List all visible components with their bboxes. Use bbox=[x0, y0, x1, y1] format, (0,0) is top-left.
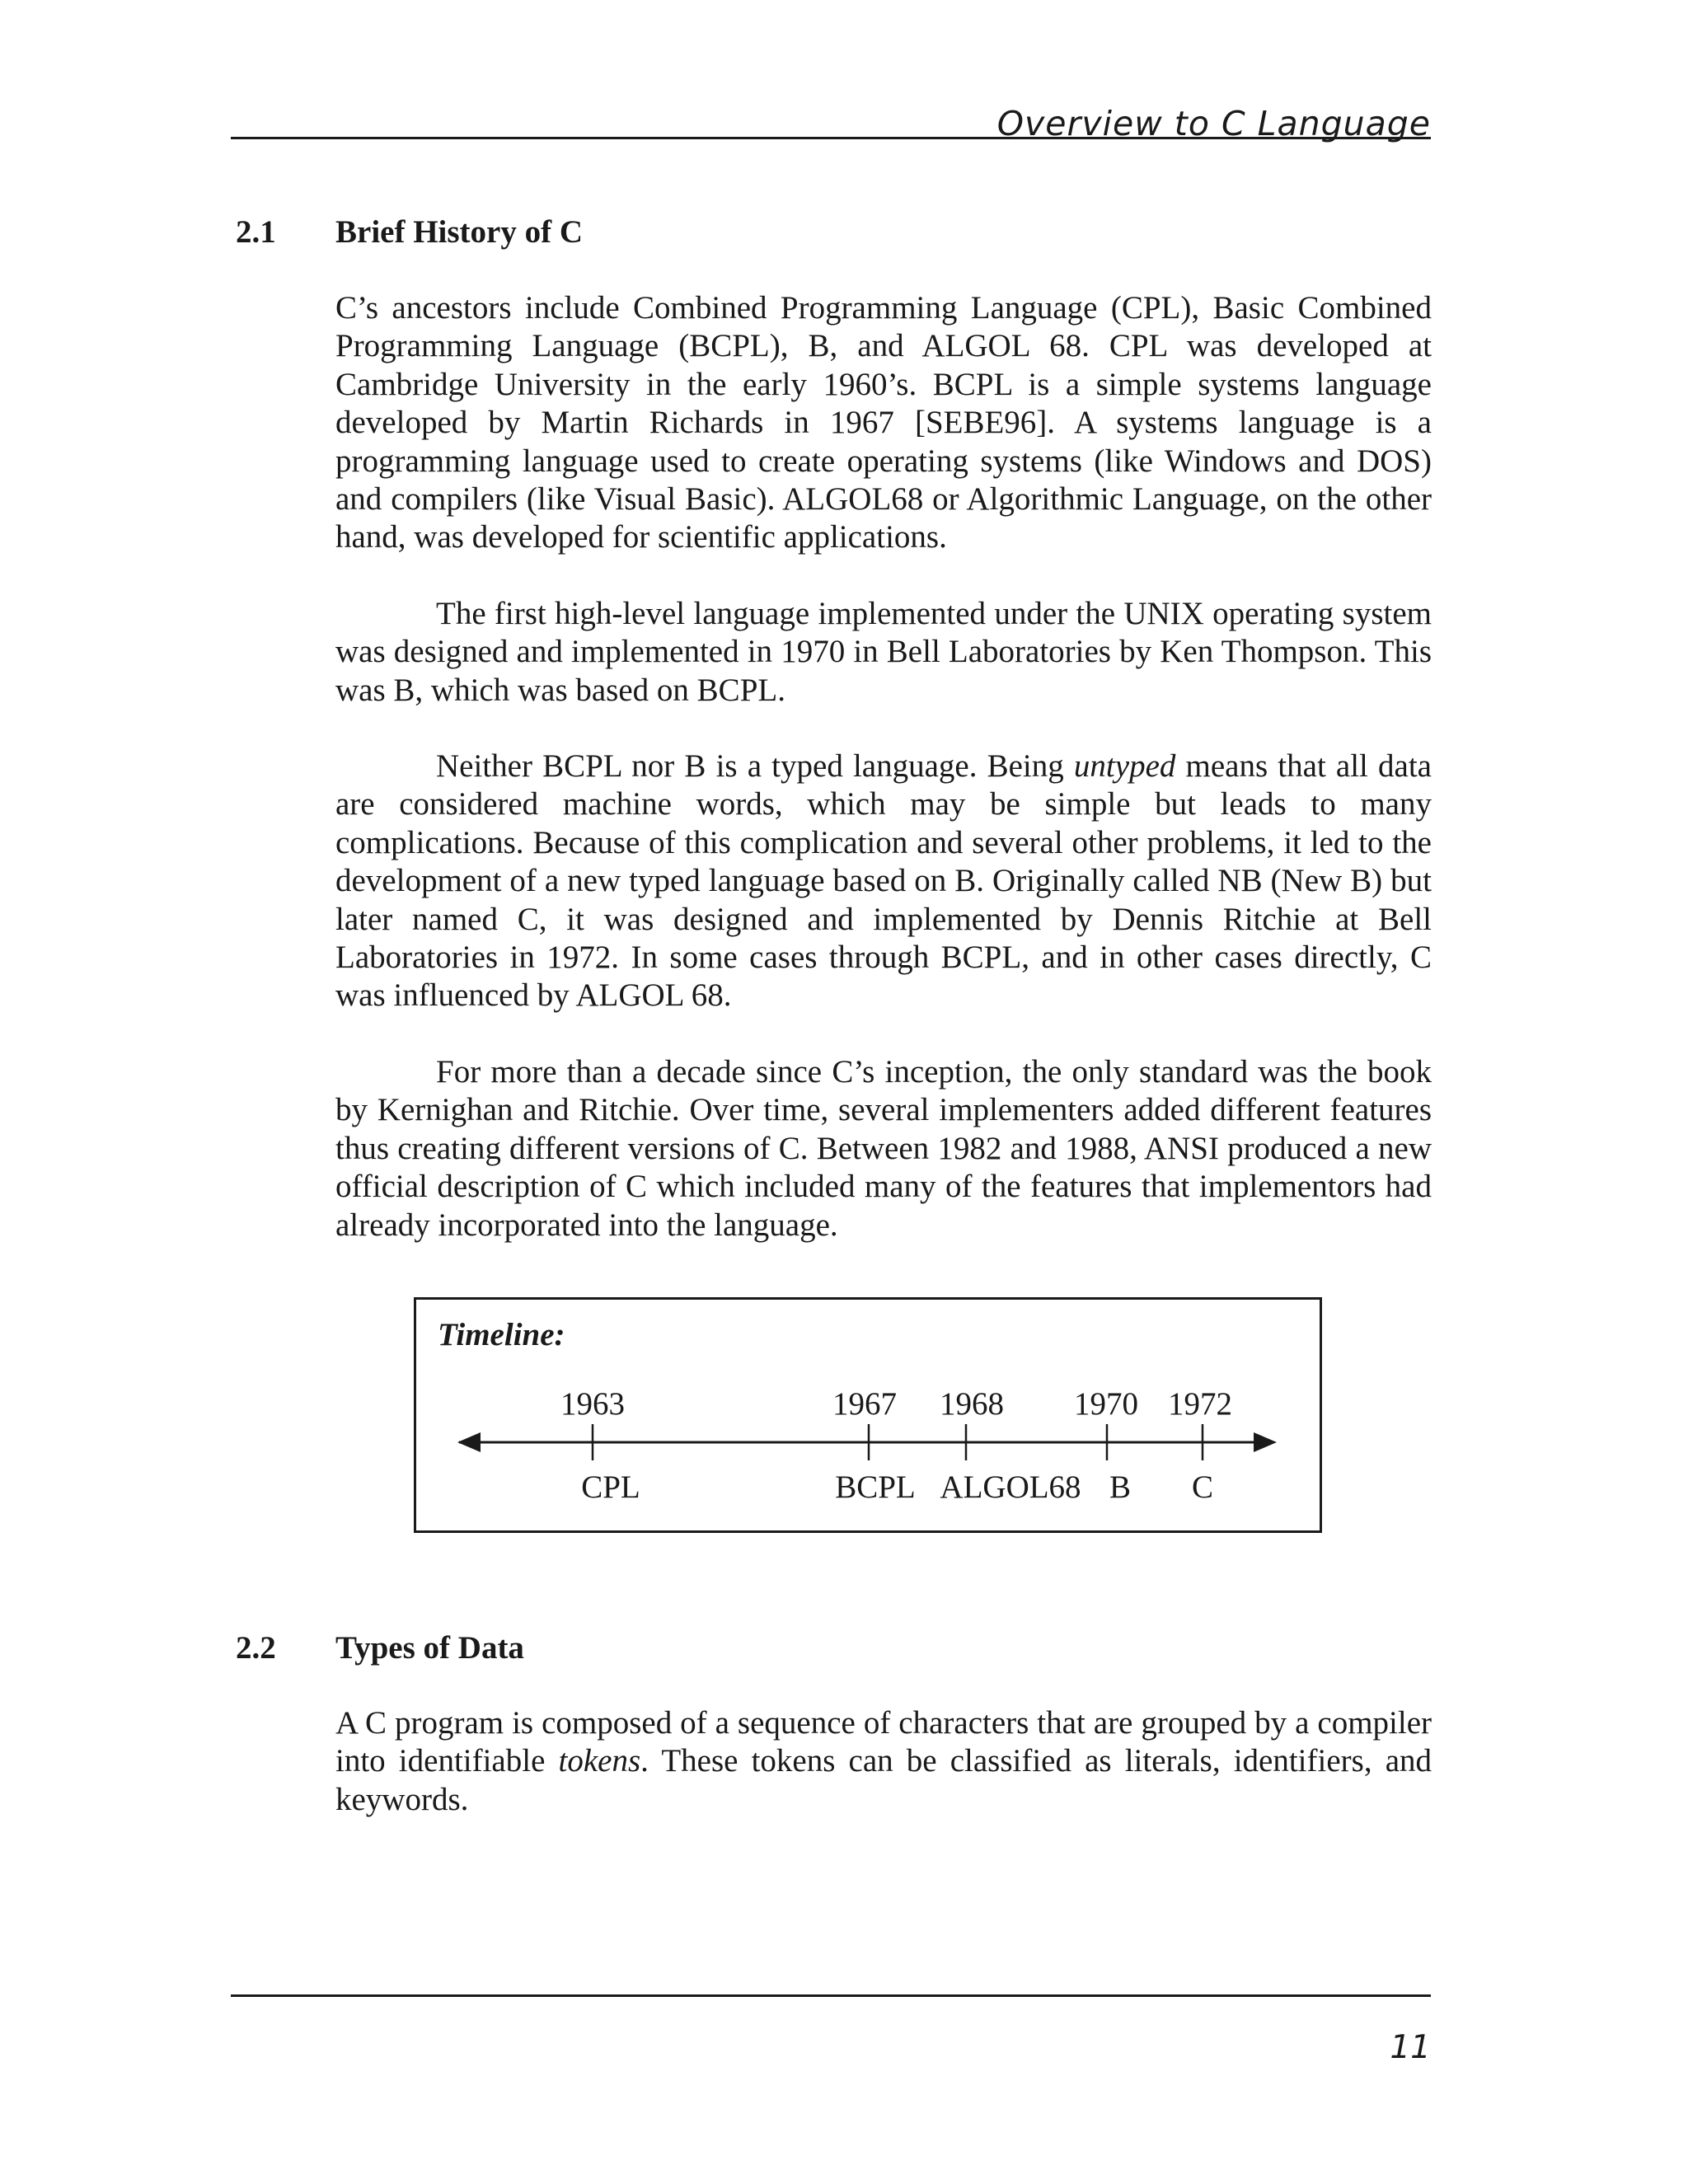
timeline-diagram bbox=[416, 1300, 1320, 1530]
timeline-year-label: 1970 bbox=[1074, 1386, 1138, 1422]
header-rule bbox=[231, 137, 1431, 139]
section-number: 2.2 bbox=[236, 1630, 276, 1666]
section-number: 2.1 bbox=[236, 214, 276, 250]
timeline-figure bbox=[414, 1297, 1322, 1533]
timeline-event-label: B bbox=[1109, 1469, 1132, 1505]
timeline-event-label: C bbox=[1191, 1469, 1214, 1505]
timeline-label: Timeline: bbox=[438, 1317, 565, 1352]
paragraph-tokens: A C program is composed of a sequence of characters that are grouped by a compiler into identifiable tokens. These tokens can be classified as literals, identifiers, and keywords. bbox=[335, 1705, 1432, 1817]
timeline-event-label: ALGOL68 bbox=[940, 1469, 1081, 1505]
emphasis-tokens: tokens bbox=[558, 1743, 641, 1779]
running-header: Overview to C Language bbox=[996, 104, 1431, 143]
timeline-right-arrow bbox=[1254, 1432, 1277, 1452]
emphasis-untyped: untyped bbox=[1073, 748, 1176, 784]
timeline-event-label: BCPL bbox=[835, 1469, 916, 1505]
timeline-year-label: 1968 bbox=[940, 1386, 1004, 1422]
timeline-year-label: 1972 bbox=[1168, 1386, 1232, 1422]
timeline-year-label: 1963 bbox=[560, 1386, 625, 1422]
paragraph-typed-language: Neither BCPL nor B is a typed language. Being untyped means that all data are considered machine words, which may be simple but leads to many complications. Because of this complication and several other problems, it led to the development of a new typed language based on B. Originally called NB (New B) but later named C, it was designed and implemented by Dennis Ritchie at Bell Laboratories in 1972. In some cases through BCPL, and in other cases directly, C was influenced by ALGOL 68. bbox=[335, 748, 1432, 1014]
paragraph-unix-b: The first high-level language implemented under the UNIX operating system was designed and implemented in 1970 in Bell Laboratories by Ken Thompson. This was B, which was based on BCPL. bbox=[335, 596, 1432, 708]
timeline-year-label: 1967 bbox=[832, 1386, 897, 1422]
timeline-left-arrow bbox=[457, 1432, 481, 1452]
page-number: 11 bbox=[1390, 2029, 1431, 2066]
paragraph-ansi-standard: For more than a decade since C’s inception, the only standard was the book by Kernighan and Ritchie. Over time, several implementers added different features thus creating different versions of C. Between 1982 and 1988, ANSI produced a new official description of C which included many of the features that implementors had already incorporated into the language. bbox=[335, 1054, 1432, 1243]
timeline-event-label: CPL bbox=[581, 1469, 640, 1505]
section-title: Types of Data bbox=[335, 1630, 524, 1666]
footer-rule bbox=[231, 1994, 1431, 1997]
paragraph-ancestors: C’s ancestors include Combined Programming Language (CPL), Basic Combined Programming Language (BCPL), B, and ALGOL 68. CPL was developed at Cambridge University in the early 1960’s. BCPL is a simple systems language developed by Martin Richards in 1967 [SEBE96]. A systems language is a programming language used to create operating systems (like Windows and DOS) and compilers (like Visual Basic). ALGOL68 or Algorithmic Language, on the other hand, was developed for scientific applications. bbox=[335, 290, 1432, 555]
section-title: Brief History of C bbox=[335, 214, 584, 250]
